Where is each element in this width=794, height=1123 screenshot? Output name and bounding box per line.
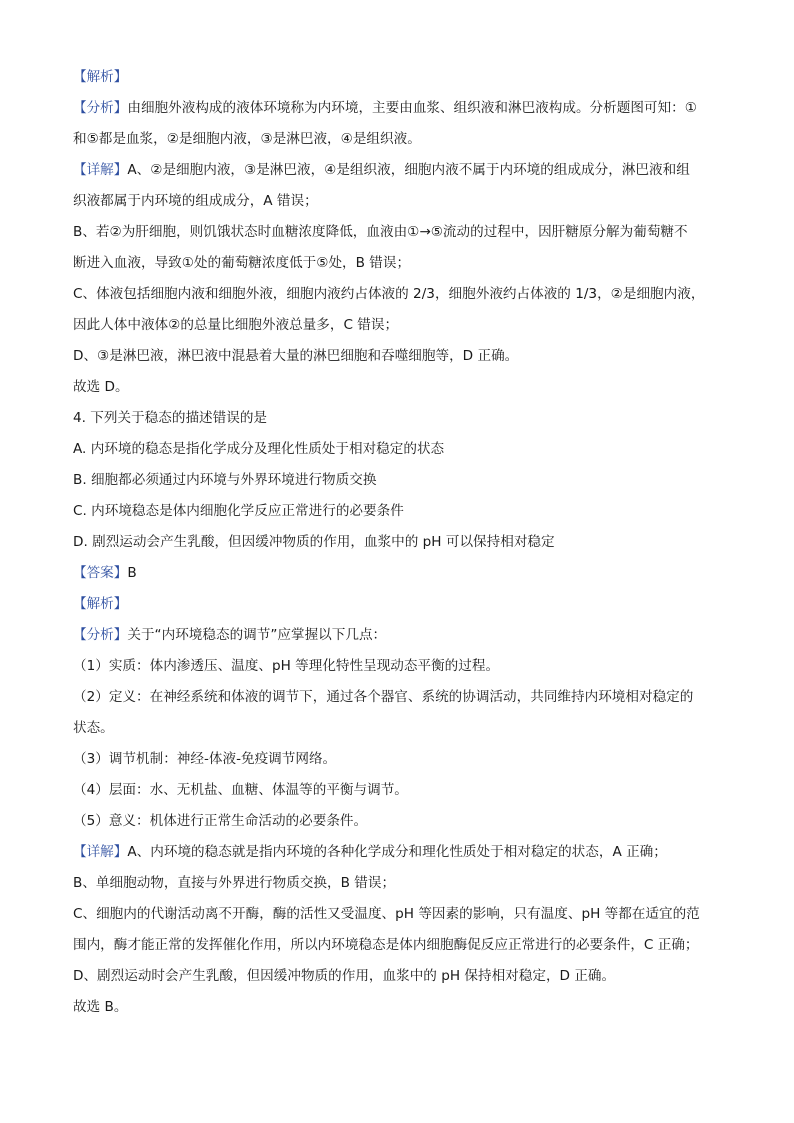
- text-line: [73, 620, 723, 651]
- text-line: [73, 124, 723, 155]
- line-text: C. 内环境稳态是体内细胞化学反应正常进行的必要条件: [73, 503, 404, 519]
- line-text: A. 内环境的稳态是指化学成分及理化性质处于相对稳定的状态: [73, 441, 445, 457]
- line-text: D. 剧烈运动会产生乳酸，但因缓冲物质的作用，血浆中的 pH 可以保持相对稳定: [73, 534, 555, 550]
- line-text: C、细胞内的代谢活动离不开酶，酶的活性又受温度、pH 等因素的影响，只有温度、pH 等都在适宜的范: [73, 906, 700, 922]
- line-text: A、②是细胞内液，③是淋巴液，④是组织液，细胞内液不属于内环境的组成成分，淋巴液和组: [127, 162, 690, 178]
- line-text: 织液都属于内环境的组成成分，A 错误；: [73, 193, 318, 209]
- text-line: [73, 899, 723, 930]
- text-line: [73, 992, 723, 1023]
- line-text: 和⑤都是血浆，②是细胞内液，③是淋巴液，④是组织液。: [73, 131, 421, 147]
- line-text: （2）定义：在神经系统和体液的调节下，通过各个器官、系统的协调活动，共同维持内环境相对稳定的: [73, 689, 694, 705]
- line-text: 4. 下列关于稳态的描述错误的是: [73, 410, 268, 426]
- text-line: [73, 837, 723, 868]
- line-text: 状态。: [73, 720, 114, 736]
- text-line: [73, 372, 723, 403]
- text-line: [73, 186, 723, 217]
- text-line: [73, 806, 723, 837]
- line-text: B、单细胞动物，直接与外界进行物质交换，B 错误；: [73, 875, 396, 891]
- line-text: （3）调节机制：神经-体液-免疫调节网络。: [73, 751, 337, 767]
- text-line: [73, 93, 723, 124]
- text-line: [73, 248, 723, 279]
- document-body: [73, 62, 723, 1023]
- line-text: 故选 B。: [73, 999, 128, 1015]
- text-line: [73, 62, 723, 93]
- section-tag: 【答案】: [73, 565, 128, 581]
- section-tag: 【分析】: [73, 627, 128, 643]
- section-tag: 【解析】: [73, 596, 128, 612]
- line-text: A、内环境的稳态就是指内环境的各种化学成分和理化性质处于相对稳定的状态，A 正确；: [127, 844, 667, 860]
- line-text: B. 细胞都必须通过内环境与外界环境进行物质交换: [73, 472, 377, 488]
- section-tag: 【解析】: [73, 69, 128, 85]
- text-line: [73, 651, 723, 682]
- text-line: [73, 341, 723, 372]
- line-text: B: [127, 565, 137, 581]
- line-text: C、体液包括细胞内液和细胞外液，细胞内液约占体液的 2/3，细胞外液约占体液的 1/3，②是细胞内液，: [73, 286, 705, 302]
- text-line: [73, 930, 723, 961]
- line-text: D、剧烈运动时会产生乳酸，但因缓冲物质的作用，血浆中的 pH 保持相对稳定，D 正确。: [73, 968, 616, 984]
- line-text: 断进入血液，导致①处的葡萄糖浓度低于⑤处，B 错误；: [73, 255, 411, 271]
- section-tag: 【详解】: [73, 162, 128, 178]
- option-a: [73, 434, 723, 465]
- text-line: [73, 868, 723, 899]
- section-tag: 【分析】: [73, 100, 128, 116]
- text-line: [73, 279, 723, 310]
- question-stem: [73, 403, 723, 434]
- text-line: [73, 961, 723, 992]
- line-text: 由细胞外液构成的液体环境称为内环境，主要由血浆、组织液和淋巴液构成。分析题图可知：①: [127, 100, 697, 116]
- line-text: （1）实质：体内渗透压、温度、pH 等理化特性呈现动态平衡的过程。: [73, 658, 500, 674]
- text-line: [73, 713, 723, 744]
- line-text: 围内，酶才能正常的发挥催化作用，所以内环境稳态是体内细胞酶促反应正常进行的必要条件，C 正确；: [73, 937, 699, 953]
- option-d: [73, 527, 723, 558]
- text-line: [73, 775, 723, 806]
- line-text: 故选 D。: [73, 379, 129, 395]
- line-text: D、③是淋巴液，淋巴液中混悬着大量的淋巴细胞和吞噬细胞等，D 正确。: [73, 348, 519, 364]
- text-line: [73, 310, 723, 341]
- text-line: [73, 589, 723, 620]
- text-line: [73, 682, 723, 713]
- text-line: [73, 217, 723, 248]
- answer-line: [73, 558, 723, 589]
- line-text: （5）意义：机体进行正常生命活动的必要条件。: [73, 813, 368, 829]
- option-c: [73, 496, 723, 527]
- text-line: [73, 155, 723, 186]
- line-text: 因此人体中液体②的总量比细胞外液总量多，C 错误；: [73, 317, 399, 333]
- section-tag: 【详解】: [73, 844, 128, 860]
- text-line: [73, 744, 723, 775]
- line-text: B、若②为肝细胞，则饥饿状态时血糖浓度降低，血液由①→⑤流动的过程中，因肝糖原分解为葡萄糖不: [73, 224, 688, 240]
- line-text: （4）层面：水、无机盐、血糖、体温等的平衡与调节。: [73, 782, 408, 798]
- option-b: [73, 465, 723, 496]
- line-text: 关于“内环境稳态的调节”应掌握以下几点：: [127, 627, 387, 643]
